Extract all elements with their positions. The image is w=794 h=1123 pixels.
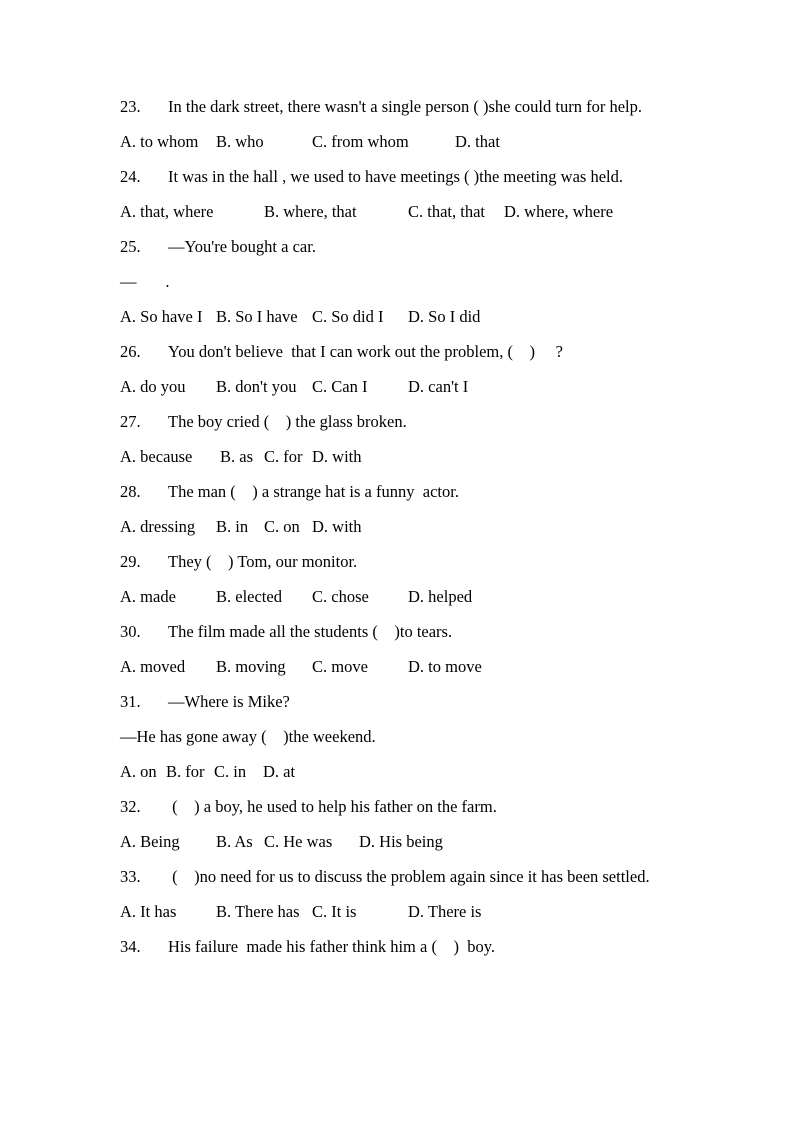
option-b[interactable]: B. As xyxy=(216,832,253,851)
option-b[interactable]: B. as xyxy=(220,447,253,466)
option-b[interactable]: B. There has xyxy=(216,902,300,921)
question-text: His failure made his father think him a ( ) boy. xyxy=(168,937,496,956)
question-31-stem xyxy=(120,691,680,713)
question-text: —You're bought a car. xyxy=(168,237,316,256)
question-30-options xyxy=(120,656,680,678)
question-31-reply: —He has gone away ( )the weekend. xyxy=(120,727,376,746)
option-c[interactable]: C. It is xyxy=(312,902,357,921)
question-number: 33. xyxy=(120,867,141,886)
question-text: They ( ) Tom, our monitor. xyxy=(168,552,358,571)
question-23-stem xyxy=(120,96,680,118)
option-b[interactable]: B. So I have xyxy=(216,307,298,326)
option-c[interactable]: C. Can I xyxy=(312,377,368,396)
question-30-stem xyxy=(120,621,680,643)
question-32-options xyxy=(120,831,680,853)
option-d[interactable]: D. helped xyxy=(408,587,473,606)
option-a[interactable]: A. It has xyxy=(120,902,177,921)
question-text: ( )no need for us to discuss the problem again since it has been settled. xyxy=(168,867,650,886)
option-a[interactable]: A. So have I xyxy=(120,307,203,326)
option-d[interactable]: D. with xyxy=(312,447,362,466)
option-a[interactable]: A. because xyxy=(120,447,193,466)
option-c[interactable]: C. move xyxy=(312,657,368,676)
question-33-options xyxy=(120,901,680,923)
option-d[interactable]: D. where, where xyxy=(504,202,614,221)
option-c[interactable]: C. on xyxy=(264,517,300,536)
question-number: 24. xyxy=(120,167,141,186)
question-29-stem xyxy=(120,551,680,573)
question-number: 30. xyxy=(120,622,141,641)
question-text: —Where is Mike? xyxy=(168,692,290,711)
question-text: It was in the hall , we used to have meetings ( )the meeting was held. xyxy=(168,167,623,186)
option-a[interactable]: A. to whom xyxy=(120,132,199,151)
question-26-options xyxy=(120,376,680,398)
option-d[interactable]: D. So I did xyxy=(408,307,481,326)
question-31-options xyxy=(120,761,680,783)
option-c[interactable]: C. chose xyxy=(312,587,369,606)
exercise-page xyxy=(120,96,680,971)
question-text: The film made all the students ( )to tears. xyxy=(168,622,453,641)
option-b[interactable]: B. in xyxy=(216,517,249,536)
option-a[interactable]: A. dressing xyxy=(120,517,196,536)
question-number: 25. xyxy=(120,237,141,256)
option-b[interactable]: B. don't you xyxy=(216,377,297,396)
question-28-options xyxy=(120,516,680,538)
question-text: In the dark street, there wasn't a single person ( )she could turn for help. xyxy=(168,97,642,116)
option-c[interactable]: C. in xyxy=(214,762,247,781)
option-c[interactable]: C. from whom xyxy=(312,132,409,151)
question-34-stem xyxy=(120,936,680,958)
option-a[interactable]: A. made xyxy=(120,587,176,606)
question-number: 27. xyxy=(120,412,141,431)
question-28-stem xyxy=(120,481,680,503)
question-26-stem xyxy=(120,341,680,363)
question-25-reply: — . xyxy=(120,272,170,291)
question-text: You don't believe that I can work out the problem, ( ) ? xyxy=(168,342,563,361)
option-b[interactable]: B. for xyxy=(166,762,205,781)
option-a[interactable]: A. that, where xyxy=(120,202,214,221)
question-24-stem xyxy=(120,166,680,188)
question-32-stem xyxy=(120,796,680,818)
option-c[interactable]: C. that, that xyxy=(408,202,485,221)
question-23-options xyxy=(120,131,680,153)
question-number: 32. xyxy=(120,797,141,816)
question-text: The man ( ) a strange hat is a funny actor. xyxy=(168,482,459,501)
question-24-options xyxy=(120,201,680,223)
option-b[interactable]: B. moving xyxy=(216,657,286,676)
question-27-stem xyxy=(120,411,680,433)
question-27-options xyxy=(120,446,680,468)
question-text: The boy cried ( ) the glass broken. xyxy=(168,412,407,431)
option-b[interactable]: B. elected xyxy=(216,587,282,606)
option-c[interactable]: C. He was xyxy=(264,832,333,851)
option-d[interactable]: D. There is xyxy=(408,902,482,921)
question-number: 31. xyxy=(120,692,141,711)
option-d[interactable]: D. can't I xyxy=(408,377,469,396)
option-b[interactable]: B. where, that xyxy=(264,202,357,221)
option-d[interactable]: D. His being xyxy=(359,832,443,851)
question-33-stem xyxy=(120,866,680,888)
question-number: 26. xyxy=(120,342,141,361)
option-d[interactable]: D. to move xyxy=(408,657,482,676)
option-d[interactable]: D. with xyxy=(312,517,362,536)
option-d[interactable]: D. that xyxy=(455,132,500,151)
question-25-stem xyxy=(120,236,680,258)
question-29-options xyxy=(120,586,680,608)
option-c[interactable]: C. for xyxy=(264,447,303,466)
option-a[interactable]: A. moved xyxy=(120,657,186,676)
option-a[interactable]: A. do you xyxy=(120,377,186,396)
question-text: ( ) a boy, he used to help his father on the farm. xyxy=(168,797,497,816)
option-d[interactable]: D. at xyxy=(263,762,296,781)
option-c[interactable]: C. So did I xyxy=(312,307,384,326)
question-number: 29. xyxy=(120,552,141,571)
question-number: 23. xyxy=(120,97,141,116)
question-number: 28. xyxy=(120,482,141,501)
option-a[interactable]: A. Being xyxy=(120,832,180,851)
question-number: 34. xyxy=(120,937,141,956)
question-25-options xyxy=(120,306,680,328)
option-b[interactable]: B. who xyxy=(216,132,264,151)
option-a[interactable]: A. on xyxy=(120,762,157,781)
